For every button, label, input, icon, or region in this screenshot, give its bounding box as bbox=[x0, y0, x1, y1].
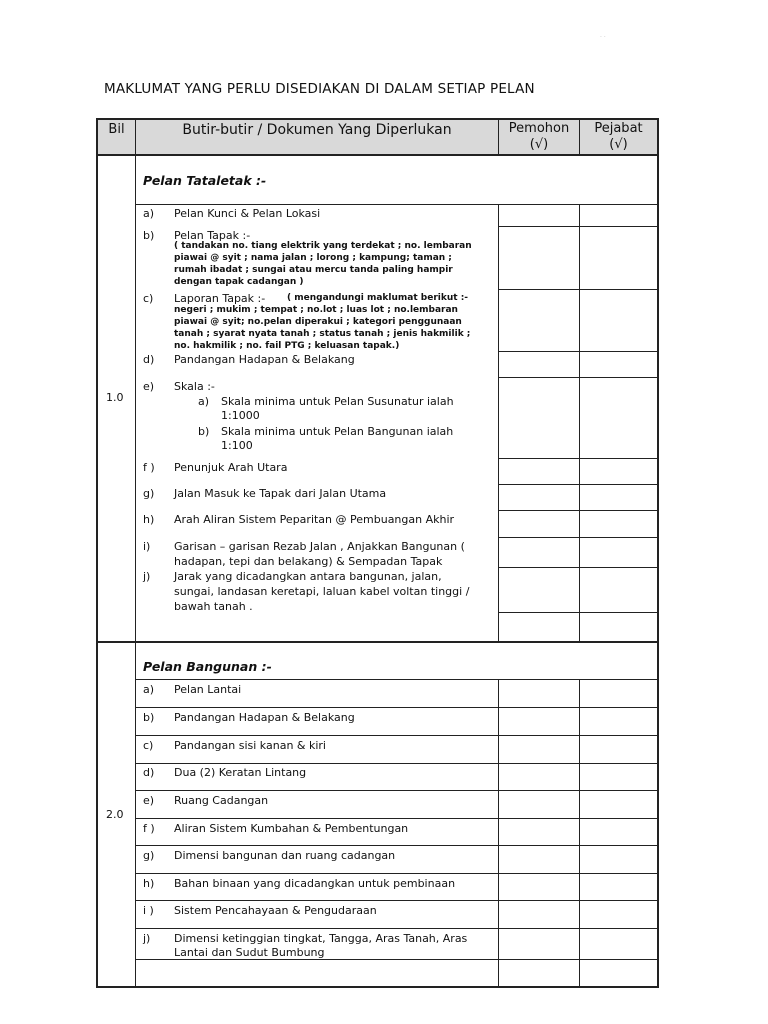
row-line bbox=[136, 204, 658, 205]
office-column-divider bbox=[579, 680, 580, 987]
item-text: Lantai dan Sudut Bumbung bbox=[174, 946, 325, 959]
item-text: Pandangan Hadapan & Belakang bbox=[174, 711, 355, 724]
header-item: Butir-butir / Dokumen Yang Diperlukan bbox=[182, 122, 452, 138]
section-title: Pelan Bangunan :- bbox=[143, 659, 272, 674]
item-marker: a) bbox=[143, 683, 155, 696]
item-detail: negeri ; mukim ; tempat ; no.lot ; luas lot ; no.lembaran bbox=[174, 305, 458, 315]
row-line bbox=[136, 818, 658, 819]
row-line bbox=[136, 959, 658, 960]
item-detail: ( tandakan no. tiang elektrik yang terdekat ; no. lembaran bbox=[174, 241, 472, 251]
item-text: Garisan – garisan Rezab Jalan , Anjakkan Bangunan ( bbox=[174, 540, 465, 553]
item-text: Laporan Tapak :- bbox=[174, 292, 266, 305]
item-marker: d) bbox=[143, 766, 155, 779]
page-title: MAKLUMAT YANG PERLU DISEDIAKAN DI DALAM SETIAP PELAN bbox=[104, 81, 535, 97]
table-border-left bbox=[96, 118, 98, 987]
item-text: sungai, landasan keretapi, laluan kabel voltan tinggi / bbox=[174, 585, 470, 598]
item-marker: c) bbox=[143, 292, 154, 305]
item-text: Pandangan sisi kanan & kiri bbox=[174, 739, 326, 752]
section-bil: 2.0 bbox=[106, 808, 124, 821]
subitem-text: 1:1000 bbox=[221, 409, 260, 422]
item-text: Pelan Kunci & Pelan Lokasi bbox=[174, 207, 321, 220]
item-detail: tanah ; syarat nyata tanah ; status tanah ; jenis hakmilik ; bbox=[174, 329, 471, 339]
corner-mark: · · bbox=[600, 34, 606, 41]
section-bil: 1.0 bbox=[106, 391, 124, 404]
item-text: Penunjuk Arah Utara bbox=[174, 461, 288, 474]
row-line bbox=[499, 226, 658, 227]
table-border-right bbox=[657, 118, 659, 987]
item-text: Pelan Tapak :- bbox=[174, 229, 251, 242]
item-marker: h) bbox=[143, 513, 155, 526]
row-line bbox=[499, 510, 658, 511]
row-line bbox=[136, 873, 658, 874]
section-divider bbox=[96, 641, 659, 643]
subitem-marker: b) bbox=[198, 425, 210, 438]
row-line bbox=[136, 735, 658, 736]
row-line bbox=[499, 567, 658, 568]
item-detail: ( mengandungi maklumat berikut :- bbox=[287, 293, 469, 303]
header-applicant: Pemohon bbox=[508, 121, 570, 136]
row-line bbox=[136, 928, 658, 929]
item-column-divider bbox=[498, 205, 499, 642]
item-marker: b) bbox=[143, 229, 155, 242]
item-text: Dimensi bangunan dan ruang cadangan bbox=[174, 849, 396, 862]
row-line bbox=[499, 351, 658, 352]
row-line bbox=[499, 458, 658, 459]
item-detail: no. hakmilik ; no. fail PTG ; keluasan tapak.) bbox=[174, 341, 400, 351]
item-text: Jalan Masuk ke Tapak dari Jalan Utama bbox=[174, 487, 387, 500]
item-column-divider bbox=[498, 680, 499, 987]
item-marker: f ) bbox=[143, 822, 155, 835]
item-text: Bahan binaan yang dicadangkan untuk pembinaan bbox=[174, 877, 456, 890]
row-line bbox=[499, 484, 658, 485]
header-office: Pejabat bbox=[594, 121, 643, 136]
item-marker: j) bbox=[143, 932, 151, 945]
row-line bbox=[136, 679, 658, 680]
item-marker: e) bbox=[143, 380, 155, 393]
item-text: Sistem Pencahayaan & Pengudaraan bbox=[174, 904, 377, 917]
item-text: Aliran Sistem Kumbahan & Pembentungan bbox=[174, 822, 409, 835]
item-detail: piawai @ syit; no.pelan diperakui ; kategori penggunaan bbox=[174, 317, 462, 327]
item-marker: j) bbox=[143, 570, 151, 583]
item-text: Dimensi ketinggian tingkat, Tangga, Aras Tanah, Aras bbox=[174, 932, 468, 945]
header-bottom-line bbox=[96, 154, 659, 156]
item-marker: f ) bbox=[143, 461, 155, 474]
section-title: Pelan Tataletak :- bbox=[143, 173, 267, 188]
row-line bbox=[136, 790, 658, 791]
header-applicant-mark: (√) bbox=[529, 137, 549, 152]
table-border-top bbox=[96, 118, 659, 120]
header-office-mark: (√) bbox=[609, 137, 628, 152]
item-marker: g) bbox=[143, 849, 155, 862]
item-detail: rumah ibadat ; sungai atau mercu tanda paling hampir bbox=[174, 265, 453, 275]
item-text: bawah tanah . bbox=[174, 600, 253, 613]
item-marker: c) bbox=[143, 739, 154, 752]
row-line bbox=[499, 537, 658, 538]
item-detail: dengan tapak cadangan ) bbox=[174, 277, 304, 287]
item-text: Pelan Lantai bbox=[174, 683, 242, 696]
item-text: Skala :- bbox=[174, 380, 215, 393]
header-bil: Bil bbox=[108, 122, 125, 137]
office-column-divider bbox=[579, 205, 580, 642]
item-marker: d) bbox=[143, 353, 155, 366]
subitem-text: Skala minima untuk Pelan Susunatur ialah bbox=[221, 395, 454, 408]
bil-column-divider bbox=[135, 118, 136, 987]
subitem-marker: a) bbox=[198, 395, 210, 408]
row-line bbox=[499, 289, 658, 290]
item-marker: b) bbox=[143, 711, 155, 724]
table-border-bottom bbox=[96, 986, 659, 988]
subitem-text: Skala minima untuk Pelan Bangunan ialah bbox=[221, 425, 454, 438]
item-marker: h) bbox=[143, 877, 155, 890]
row-line bbox=[499, 377, 658, 378]
item-text: Jarak yang dicadangkan antara bangunan, jalan, bbox=[174, 570, 442, 583]
item-text: Ruang Cadangan bbox=[174, 794, 269, 807]
row-line bbox=[136, 707, 658, 708]
item-text: Pandangan Hadapan & Belakang bbox=[174, 353, 355, 366]
row-line bbox=[499, 612, 658, 613]
item-marker: i) bbox=[143, 540, 151, 553]
row-line bbox=[136, 845, 658, 846]
item-marker: g) bbox=[143, 487, 155, 500]
item-text: Dua (2) Keratan Lintang bbox=[174, 766, 307, 779]
row-line bbox=[136, 763, 658, 764]
item-detail: piawai @ syit ; nama jalan ; lorong ; kampung; taman ; bbox=[174, 253, 452, 263]
row-line bbox=[136, 900, 658, 901]
item-text: Arah Aliran Sistem Peparitan @ Pembuangan Akhir bbox=[174, 513, 455, 526]
item-marker: a) bbox=[143, 207, 155, 220]
subitem-text: 1:100 bbox=[221, 439, 253, 452]
item-text: hadapan, tepi dan belakang) & Sempadan Tapak bbox=[174, 555, 443, 568]
item-marker: e) bbox=[143, 794, 155, 807]
item-marker: i ) bbox=[143, 904, 154, 917]
